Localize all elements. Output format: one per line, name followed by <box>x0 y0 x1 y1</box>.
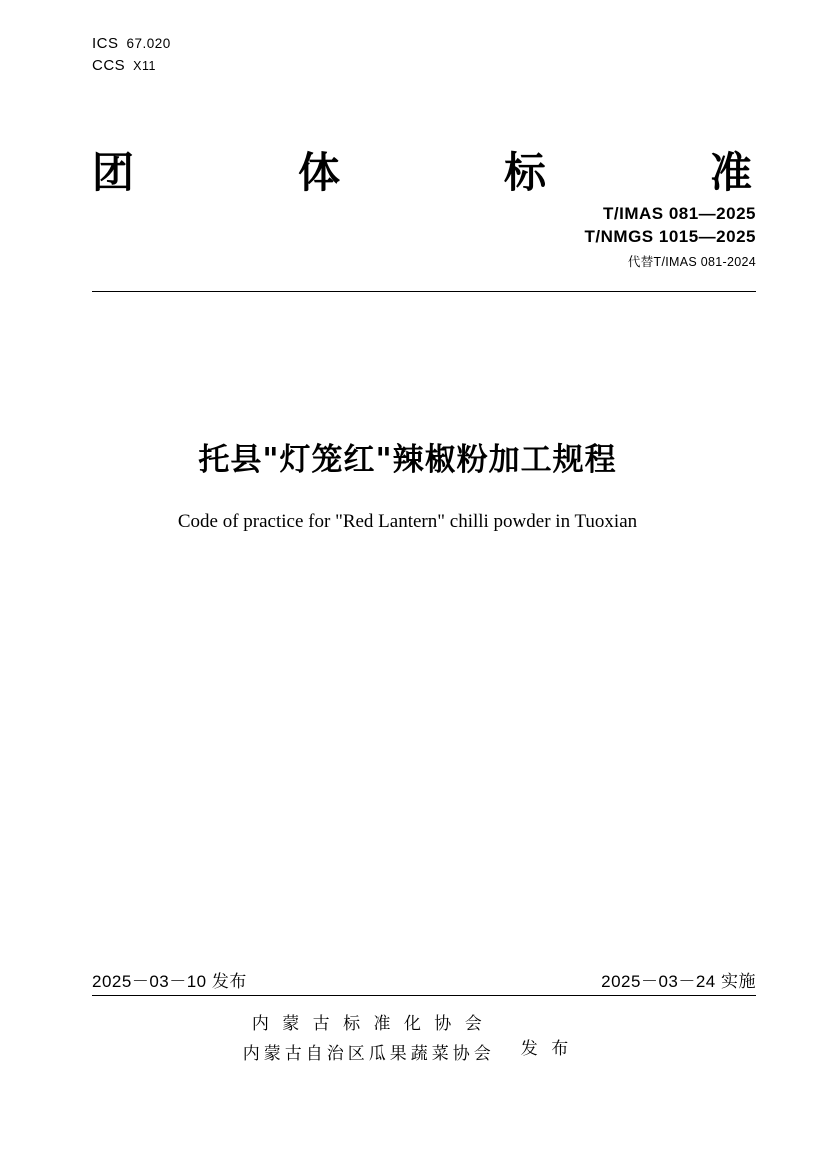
standard-type-banner <box>92 140 752 200</box>
publish-action-label: 发 布 <box>520 1039 573 1060</box>
issue-date: 2025－03－10 发布 <box>92 972 247 991</box>
banner-char-4: 准 <box>709 148 752 197</box>
publisher-block <box>0 1010 815 1070</box>
effective-date: 2025－03－24 实施 <box>601 972 756 991</box>
standard-number-secondary: T/NMGS 1015—2025 <box>584 226 756 246</box>
publisher-name-2: 内蒙古自治区瓜果蔬菜协会 <box>242 1043 495 1064</box>
ics-label: ICS <box>92 35 119 52</box>
ics-value: 67.020 <box>126 36 171 51</box>
banner-char-3: 标 <box>503 148 546 197</box>
banner-char-2: 体 <box>297 148 340 197</box>
ics-classification-block <box>92 33 171 77</box>
ccs-value: X11 <box>133 58 156 73</box>
ccs-row <box>92 55 171 77</box>
page-title-english: Code of practice for "Red Lantern" chilli powder in Tuoxian <box>177 511 638 532</box>
publisher-names <box>243 1010 495 1070</box>
ics-row <box>92 33 171 55</box>
divider-top <box>92 291 756 292</box>
page-title-chinese: 托县"灯笼红"辣椒粉加工规程 <box>198 442 617 478</box>
ccs-label: CCS <box>92 56 126 74</box>
banner-char-1: 团 <box>92 148 135 197</box>
standard-number-primary: T/IMAS 081—2025 <box>602 204 756 223</box>
standard-number-block <box>585 203 756 271</box>
divider-bottom <box>92 995 756 996</box>
standard-replaces-note: 代替T/IMAS 081-2024 <box>627 254 756 269</box>
publisher-name-1: 内 蒙 古 标 准 化 协 会 <box>251 1014 486 1034</box>
